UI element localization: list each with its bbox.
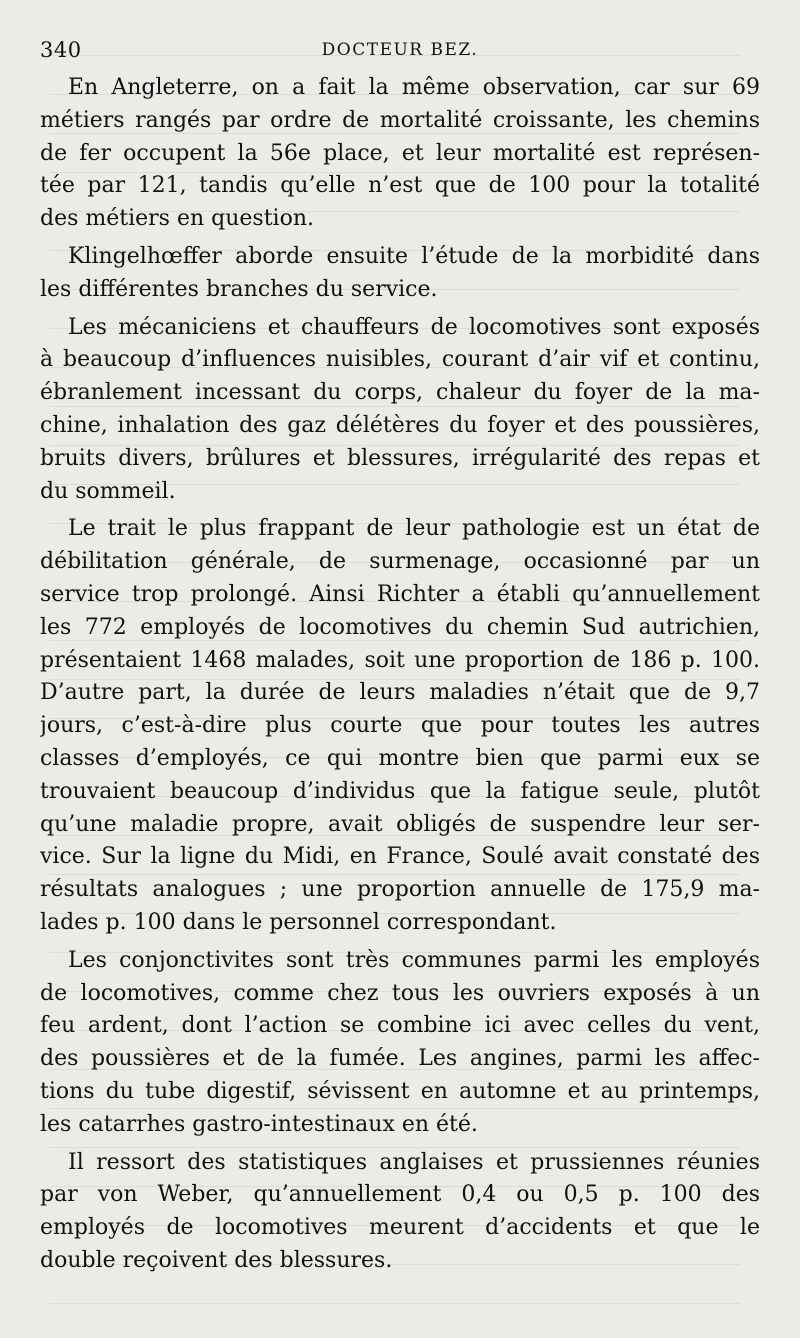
paragraph <box>40 513 760 939</box>
page-number: 340 <box>40 38 82 62</box>
text-line: bruits divers, brûlures et blessures, irrégularité des repas et <box>40 445 760 471</box>
text-line: débilitation générale, de surmenage, occasionné par un <box>40 549 760 575</box>
text-line: les différentes branches du service. <box>40 276 438 302</box>
paragraph <box>40 1147 760 1278</box>
text-line: Klingelhœffer aborde ensuite l’étude de la morbidité dans <box>68 243 760 269</box>
text-line: double reçoivent des blessures. <box>40 1247 393 1273</box>
text-line: les 772 employés de locomotives du chemin Sud autrichien, <box>40 614 760 640</box>
text-line: employés de locomotives meurent d’accidents et que le <box>40 1215 760 1241</box>
text-line: service trop prolongé. Ainsi Richter a établi qu’annuellement <box>40 581 760 607</box>
text-line: vice. Sur la ligne du Midi, en France, Soulé avait constaté des <box>40 844 760 870</box>
text-line: tée par 121, tandis qu’elle n’est que de 100 pour la totalité <box>40 173 760 199</box>
text-line: En Angleterre, on a fait la même observation, car sur 69 <box>68 75 760 100</box>
text-line: résultats analogues ; une proportion annuelle de 175,9 ma- <box>40 877 760 903</box>
paragraph <box>40 72 760 236</box>
text-line: de locomotives, comme chez tous les ouvriers exposés à un <box>40 980 760 1006</box>
text-line: Les mécaniciens et chauffeurs de locomotives sont exposés <box>68 314 760 340</box>
text-line: de fer occupent la 56e place, et leur mortalité est représen- <box>40 140 760 166</box>
text-line: les catarrhes gastro-intestinaux en été. <box>40 1111 478 1137</box>
text-line: feu ardent, dont l’action se combine ici avec celles du vent, <box>40 1013 760 1039</box>
text-line: à beaucoup d’influences nuisibles, courant d’air vif et continu, <box>40 347 760 373</box>
text-line: trouvaient beaucoup d’individus que la fatigue seule, plutôt <box>40 778 760 804</box>
text-line: métiers rangés par ordre de mortalité croissante, les chemins <box>40 107 760 133</box>
text-line: chine, inhalation des gaz délétères du foyer et des poussières, <box>40 412 760 438</box>
paragraph <box>40 312 760 509</box>
page-header <box>40 30 760 70</box>
text-line: Il ressort des statistiques anglaises et prussiennes réunies <box>68 1149 760 1175</box>
text-line: Le trait le plus frappant de leur pathologie est un état de <box>68 516 760 542</box>
text-line: ébranlement incessant du corps, chaleur du foyer de la ma- <box>40 380 760 406</box>
text-line: D’autre part, la durée de leurs maladies n’était que de 9,7 <box>40 680 760 706</box>
text-line: présentaient 1468 malades, soit une proportion de 186 p. 100. <box>40 647 760 673</box>
text-line: des métiers en question. <box>40 206 314 232</box>
text-line: par von Weber, qu’annuellement 0,4 ou 0,5 p. 100 des <box>40 1182 760 1208</box>
text-line: tions du tube digestif, sévissent en automne et au printemps, <box>40 1078 760 1104</box>
running-title: DOCTEUR BEZ. <box>321 40 479 60</box>
body-text <box>40 72 760 1278</box>
text-line: classes d’employés, ce qui montre bien que parmi eux se <box>40 745 760 771</box>
text-line: qu’une maladie propre, avait obligés de suspendre leur ser- <box>40 811 760 837</box>
text-line: Les conjonctivites sont très communes parmi les employés <box>68 947 760 973</box>
text-line: lades p. 100 dans le personnel correspondant. <box>40 909 557 935</box>
text-line: des poussières et de la fumée. Les angines, parmi les affec- <box>40 1046 760 1072</box>
paragraph <box>40 241 760 307</box>
text-line: jours, c’est-à-dire plus courte que pour toutes les autres <box>40 713 760 739</box>
text-line: du sommeil. <box>40 478 176 504</box>
paragraph <box>40 945 760 1142</box>
